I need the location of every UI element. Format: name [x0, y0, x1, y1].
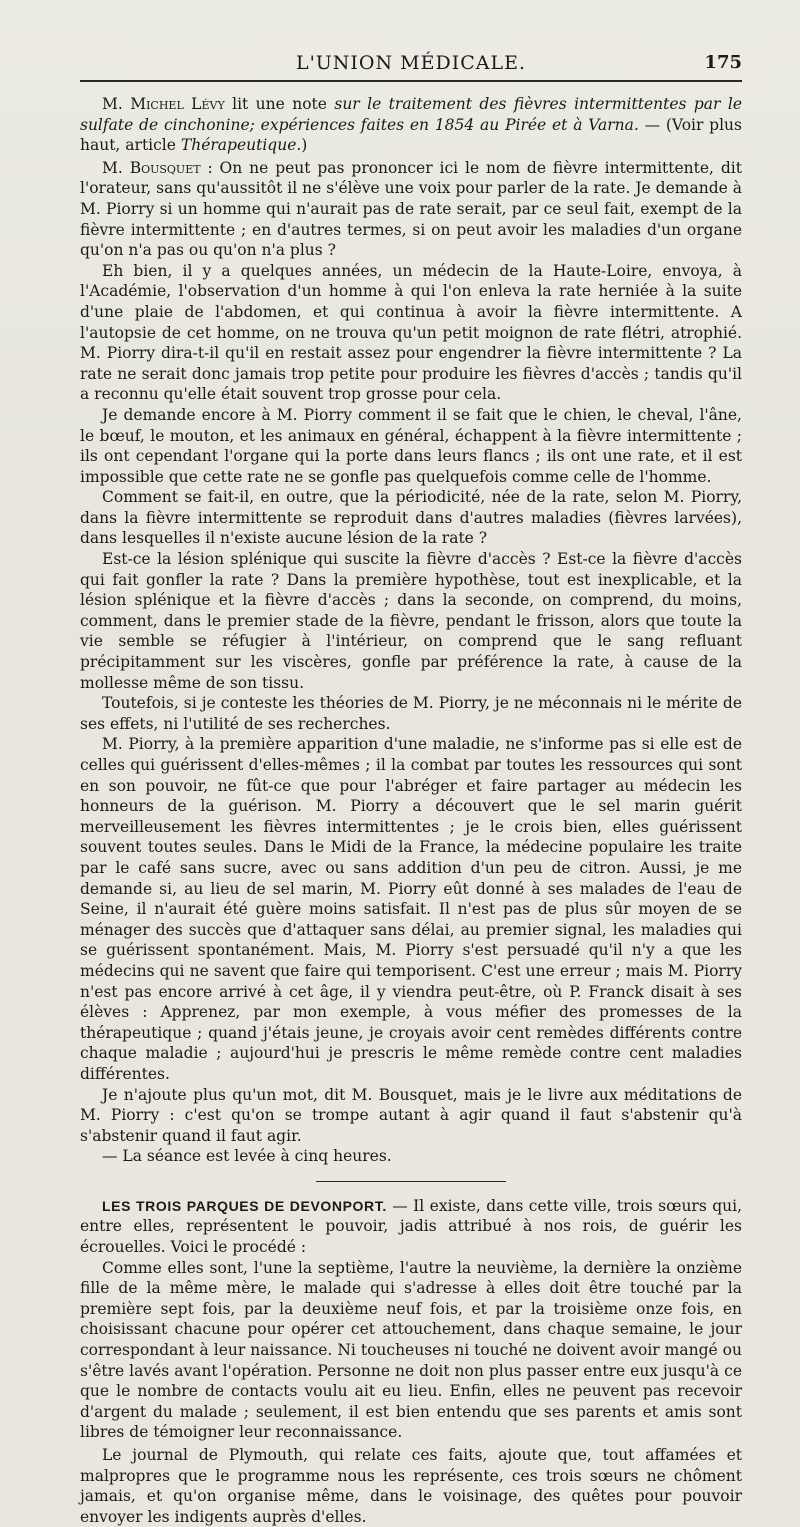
paragraph-text: lit une note — [224, 95, 335, 113]
running-header — [80, 50, 742, 76]
section-heading: LES TROIS PARQUES DE DEVONPORT. — [102, 1197, 387, 1214]
paragraph: Le journal de Plymouth, qui relate ces faits, ajoute que, tout affamées et malpropres que le programme nous les représente, ces trois sœurs ne chôment jamais, et qu'on organise même, dans le voisinage, des quêtes pour pouvoir envoyer les indigents auprès d'elles. — [80, 1446, 742, 1526]
paragraph-text: On ne peut pas prononcer ici le nom de fièvre intermittente, dit l'orateur, sans qu'aussitôt il ne s'élève une voix pour parler de la rate. Je demande à M. Piorry si un homme qui n'aurait pas de rate serait, par ce seul fait, exempt de la fièvre intermittente ; en d'autres termes, si on peut avoir les maladies d'un organe qu'on n'a pas ou qu'on n'a plus ? — [80, 158, 742, 260]
paragraph: M. Piorry, à la première apparition d'une maladie, ne s'informe pas si elle est de celles qui guérissent d'elles-mêmes ; il la combat par toutes les ressources qui sont en son pouvoir, ne fût-ce que pour l'abréger et faire partager au médecin les honneurs de la guérison. M. Piorry a découvert que le sel marin guérit merveilleusement les fièvres intermittentes ; je le crois bien, elles guérissent souvent toutes seules. Dans le Midi de la France, la médecine populaire les traite par le café sans sucre, avec ou sans addition d'un peu de citron. Aussi, je me demande si, au lieu de sel marin, M. Piorry eût donné à ses malades de l'eau de Seine, il n'aurait été guère moins satisfait. Il n'est pas de plus sûr moyen de se ménager des succès que d'attaquer sans délai, au premier signal, les maladies qui se guérissent spontanément. Mais, M. Piorry s'est persuadé qu'il n'y a que les médecins qui ne savent que faire qui temporisent. C'est une erreur ; mais M. Piorry n'est pas encore arrivé à cet âge, il y viendra peut-être, où P. Franck disait à ses élèves : Apprenez, par mon exemple, à vous méfier des promesses de la thérapeutique ; quand j'étais jeune, je croyais avoir cent remèdes différents contre chaque maladie ; aujourd'hui je prescris le même remède contre cent maladies différentes. — [80, 735, 742, 1083]
paragraph-levy — [80, 94, 742, 156]
note-title: sur le traitement des fièvres intermittentes par le sulfate de cinchonine; expériences faites en 1854 au Pirée et à Varna. — [80, 95, 742, 134]
paragraph-text: ) — [301, 136, 308, 155]
paragraph-text: — Il existe, dans cette ville, trois sœurs qui, entre elles, représentent le pouvoir, jadis attribué à nos rois, de guérir les écrouelles. Voici le procédé : — [80, 1196, 743, 1257]
header-rule — [80, 80, 742, 82]
paragraph-text: — (Voir plus haut, article — [80, 115, 742, 155]
paragraph: Je n'ajoute plus qu'un mot, dit M. Bousquet, mais je le livre aux méditations de M. Piorry : c'est qu'on se trompe autant à agir quand il faut s'abstenir qu'à s'abstenir quand il faut agir. — [80, 1085, 742, 1145]
section-intro — [80, 1196, 742, 1258]
paragraph: Comment se fait-il, en outre, que la périodicité, née de la rate, selon M. Piorry, dans la fièvre intermittente se reproduit dans d'autres maladies (fièvres larvées), dans lesquelles il n'existe aucune lésion de la rate ? — [80, 488, 742, 548]
paragraph-bousquet — [80, 158, 742, 261]
paragraph: Comme elles sont, l'une la septième, l'autre la neuvième, la dernière la onzième fille de la même mère, le malade qui s'adresse à elles doit être touché par la première sept fois, par la deuxième neuf fois, et par la troisième onze fois, en choisissant chacune pour opérer cet attouchement, dans chaque semaine, le jour correspondant à leur naissance. Ni toucheuses ni touché ne doivent avoir mangé ou s'être lavés avant l'opération. Personne ne doit non plus passer entre eux jusqu'à ce que le nombre de contacts voulu ait eu lieu. Enfin, elles ne peuvent pas recevoir d'argent du malade ; seulement, il est bien entendu que ses parents et amis sont libres de témoigner leur reconnaissance. — [80, 1258, 742, 1442]
section-divider — [316, 1181, 506, 1182]
closing-line: — La séance est levée à cinq heures. — [102, 1147, 392, 1166]
paragraph: Toutefois, si je conteste les théories de M. Piorry, je ne méconnais ni le mérite de ses effets, ni l'utilité de ses recherches. — [80, 694, 742, 733]
journal-title: L'UNION MÉDICALE. — [295, 52, 527, 74]
article-body — [80, 94, 742, 1527]
page-number: 175 — [704, 52, 742, 73]
paragraph: Je demande encore à M. Piorry comment il se fait que le chien, le cheval, l'âne, le bœuf, le mouton, et les animaux en général, échappent à la fièvre intermittente ; ils ont cependant l'organe qui la porte dans leurs flancs ; ils ont une rate, et il est impossible que cette rate ne se gonfle pas quelquefois comme celle de l'homme. — [80, 405, 742, 486]
speaker-name: M. Bousquet : — [102, 158, 213, 177]
speaker-name: M. Michel Lévy — [102, 95, 225, 113]
cross-reference: Thérapeutique. — [180, 136, 302, 155]
paragraph: Eh bien, il y a quelques années, un médecin de la Haute-Loire, envoya, à l'Académie, l'observation d'un homme à qui l'on enleva la rate herniée à la suite d'une plaie de l'abdomen, et qui continua à avoir la fièvre intermittente. A l'autopsie de cet homme, on ne trouva qu'un petit moignon de rate flétri, atrophié. M. Piorry dira-t-il qu'il en restait assez pour engendrer la fièvre intermittente ? La rate ne serait donc jamais trop petite pour produire les fièvres d'accès ; tandis qu'il a reconnu qu'elle était souvent trop grosse pour cela. — [80, 261, 742, 404]
paragraph: Est-ce la lésion splénique qui suscite la fièvre d'accès ? Est-ce la fièvre d'accès qui fait gonfler la rate ? Dans la première hypothèse, tout est inexplicable, et la lésion splénique et la fièvre d'accès ; dans la seconde, on comprend, du moins, comment, dans le premier stade de la fièvre, pendant le frisson, alors que toute la vie semble se réfugier à l'intérieur, on comprend que le sang refluant précipitamment sur les viscères, gonfle par préférence la rate, à cause de la mollesse même de son tissu. — [80, 550, 742, 692]
